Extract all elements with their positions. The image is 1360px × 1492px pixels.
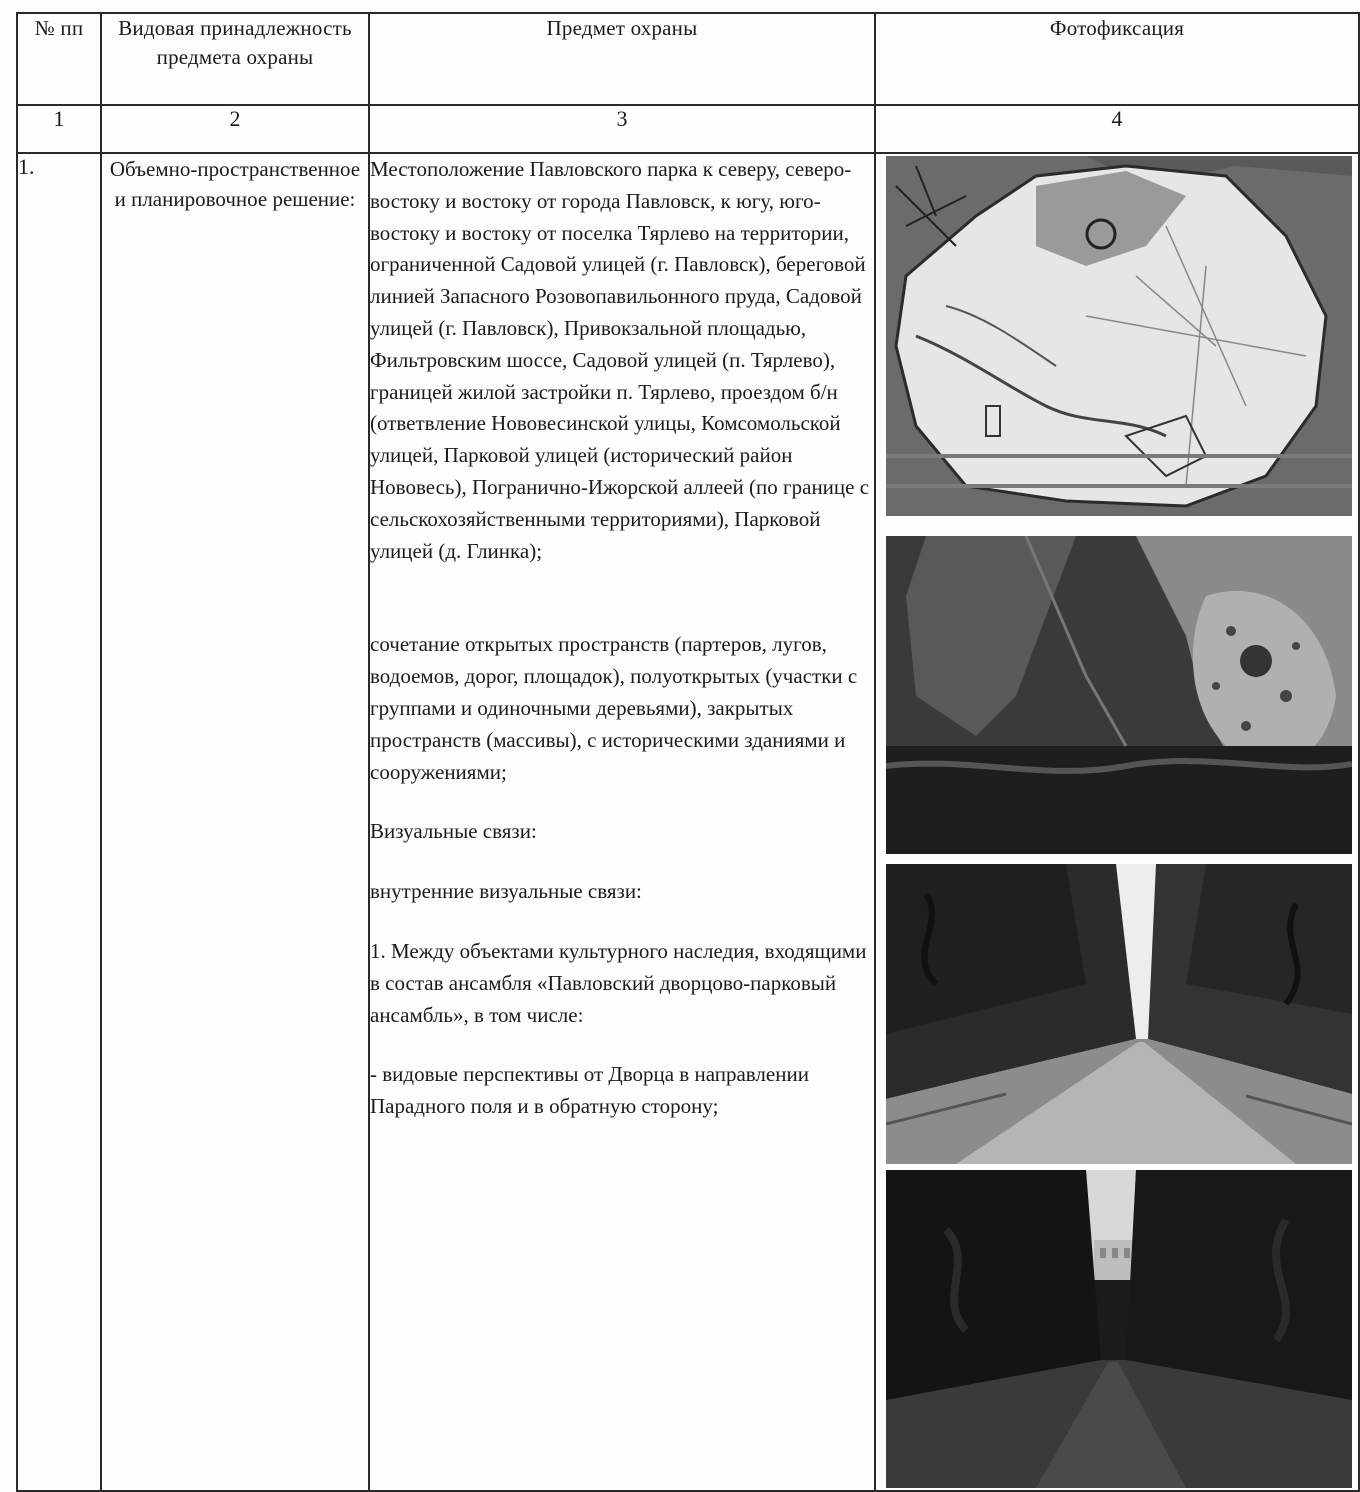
- column-number-row: [17, 105, 1359, 153]
- aerial-park-photo-image: [886, 536, 1352, 854]
- subject-item-1-perspective: - видовые перспективы от Дворца в направлении Парадного поля и в обратную сторону;: [370, 1062, 809, 1119]
- column-number: 3: [369, 105, 875, 153]
- row-photos: [875, 153, 1359, 1491]
- tree-alley-road-photo-image: [886, 864, 1352, 1164]
- column-number: 1: [17, 105, 101, 153]
- table-row: [17, 153, 1359, 1491]
- row-subject: [369, 153, 875, 1491]
- header-type: Видовая принадлежность предмета охраны: [101, 13, 369, 105]
- header-num: № пп: [17, 13, 101, 105]
- row-type: Объемно-пространственное и планировочное решение:: [101, 153, 369, 1491]
- header-photo: Фотофиксация: [875, 13, 1359, 105]
- protection-subject-table: [16, 12, 1360, 1492]
- column-number: 4: [875, 105, 1359, 153]
- column-number: 2: [101, 105, 369, 153]
- subject-spaces-paragraph: сочетание открытых пространств (партеров, лугов, водоемов, дорог, площадок), полуоткрытых (участки с группами и одиночными деревьями), закрытых пространств (массивы), с историческими зданиями и сооружениями;: [370, 632, 858, 784]
- palace-vista-alley-photo-image: [886, 1170, 1352, 1488]
- row-number: 1.: [17, 153, 101, 1491]
- historic-park-map-image: [886, 156, 1352, 516]
- header-subject: Предмет охраны: [369, 13, 875, 105]
- subject-internal-links-heading: внутренние визуальные связи:: [370, 879, 642, 904]
- subject-item-1: 1. Между объектами культурного наследия, входящими в состав ансамбля «Павловский дворцово-парковый ансамбль», в том числе:: [370, 938, 867, 1027]
- subject-visual-links-heading: Визуальные связи:: [370, 819, 537, 844]
- table-header-row: [17, 13, 1359, 105]
- subject-location-paragraph: Местоположение Павловского парка к северу, северо-востоку и востоку от города Павловск, к югу, юго-востоку и востоку от поселка Тярлево на территории, ограниченной Садовой улицей (г. Павловск), береговой линией Запасного Розовопавильонного пруда, Садовой улицей (г. Павловск), Привокзальной площадью, Фильтровским шоссе, Садовой улицей (п. Тярлево), границей жилой застройки п. Тярлево, проездом б/н (ответвление Нововесинской улицы, Комсомольской улицей, Парковой улицей (исторический район Нововесь), Погранично-Ижорской аллеей (по границе с сельскохозяйственными территориями), Парковой улицей (д. Глинка);: [370, 157, 870, 563]
